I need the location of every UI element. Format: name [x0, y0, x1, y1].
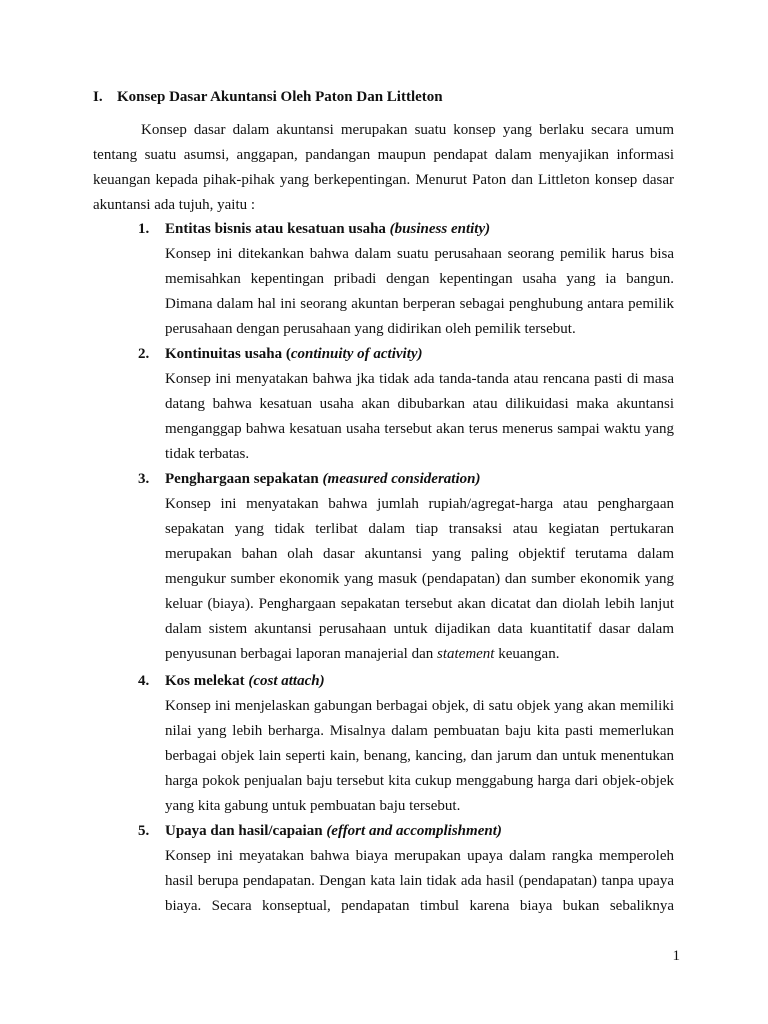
- item-title-text: Kos melekat: [165, 673, 245, 689]
- item-title-italic: (effort and accomplishment): [326, 823, 502, 839]
- list-item: [138, 819, 674, 919]
- item-body: Konsep ini ditekankan bahwa dalam suatu perusahaan seorang pemilik harus bisa memisahkan kepentingan pribadi dengan kepentingan usaha yang ia bangun. Dimana dalam hal ini seorang akuntan berperan sebagai penghubung antara pemilik perusahaan dengan perusahaan yang didirikan oleh pemilik tersebut.: [165, 246, 674, 337]
- item-body: Konsep ini menyatakan bahwa jka tidak ada tanda-tanda atau rencana pasti di masa datang bahwa kesatuan usaha akan dibubarkan atau dilikuidasi maka akuntansi menganggap bahwa kesatuan usaha tersebut akan terus menerus sampai waktu yang tidak terbatas.: [165, 371, 674, 462]
- item-body: Konsep ini menjelaskan gabungan berbagai objek, di satu objek yang akan memiliki nilai yang lebih berharga. Misalnya dalam pembuatan baju kita pasti memerlukan berbagai objek lain seperti kain, benang, kancing, dan jarum dan untuk menentukan harga pokok penjualan baju tersebut kita cukup menggabung harga dari objek-objek yang kita gabung untuk pembuatan baju tersebut.: [165, 698, 674, 814]
- item-title-italic: (cost attach): [248, 673, 325, 689]
- item-title: [138, 819, 674, 844]
- page-number: 1: [672, 948, 680, 964]
- item-title-text: Entitas bisnis atau kesatuan usaha: [165, 221, 386, 237]
- list-item: [138, 217, 674, 342]
- item-number: 3.: [138, 471, 150, 487]
- item-title: [138, 669, 674, 694]
- section-title: Konsep Dasar Akuntansi Oleh Paton Dan Littleton: [117, 89, 443, 105]
- list-item: [138, 669, 674, 819]
- item-number: 5.: [138, 823, 150, 839]
- item-body-text: Konsep ini menyatakan bahwa jumlah rupiah/agregat-harga atau penghargaan sepakatan yang tidak terlibat dalam tiap transaksi atau kegiatan pertukaran merupakan bahan olah dasar akuntansi yang paling objektif terutama dalam mengukur sumber ekonomik yang masuk (pendapatan) dan sumber ekonomik yang keluar (biaya). Penghargaan sepakatan tersebut akan dicatat dan diolah lebih lanjut dalam sistem akuntansi perusahaan untuk dijadikan data kuantitatif dasar dalam penyusunan berbagai laporan manajerial dan: [165, 496, 674, 662]
- item-title: [138, 342, 674, 367]
- item-title-text: Penghargaan sepakatan: [165, 471, 319, 487]
- item-title-italic: continuity of activity): [290, 346, 423, 362]
- item-title-italic: (business entity): [389, 221, 491, 237]
- list-item: [138, 342, 674, 467]
- item-number: 1.: [138, 221, 150, 237]
- item-title-text: Upaya dan hasil/capaian: [165, 823, 323, 839]
- item-number: 4.: [138, 673, 150, 689]
- item-title-text: Kontinuitas usaha (: [165, 346, 291, 362]
- item-number: 2.: [138, 346, 150, 362]
- section-heading: [93, 86, 693, 108]
- item-body: Konsep ini meyatakan bahwa biaya merupakan upaya dalam rangka memperoleh hasil berupa pendapatan. Dengan kata lain tidak ada hasil (pendapatan) tanpa upaya biaya. Secara konseptual, pendapatan timbul karena biaya bukan sebaliknya: [165, 848, 674, 914]
- item-body-italic: statement: [436, 646, 495, 662]
- list-item: [138, 467, 674, 667]
- item-title: [138, 467, 674, 492]
- item-body: [165, 492, 674, 667]
- item-body-tail: keuangan.: [498, 646, 560, 662]
- item-title: [138, 217, 674, 242]
- section-number: I.: [93, 89, 103, 105]
- item-title-italic: (measured consideration): [322, 471, 481, 487]
- intro-paragraph: Konsep dasar dalam akuntansi merupakan suatu konsep yang berlaku secara umum tentang suatu asumsi, anggapan, pandangan maupun pendapat dalam menyajikan informasi keuangan kepada pihak-pihak yang berkepentingan. Menurut Paton dan Littleton konsep dasar akuntansi ada tujuh, yaitu :: [93, 122, 674, 213]
